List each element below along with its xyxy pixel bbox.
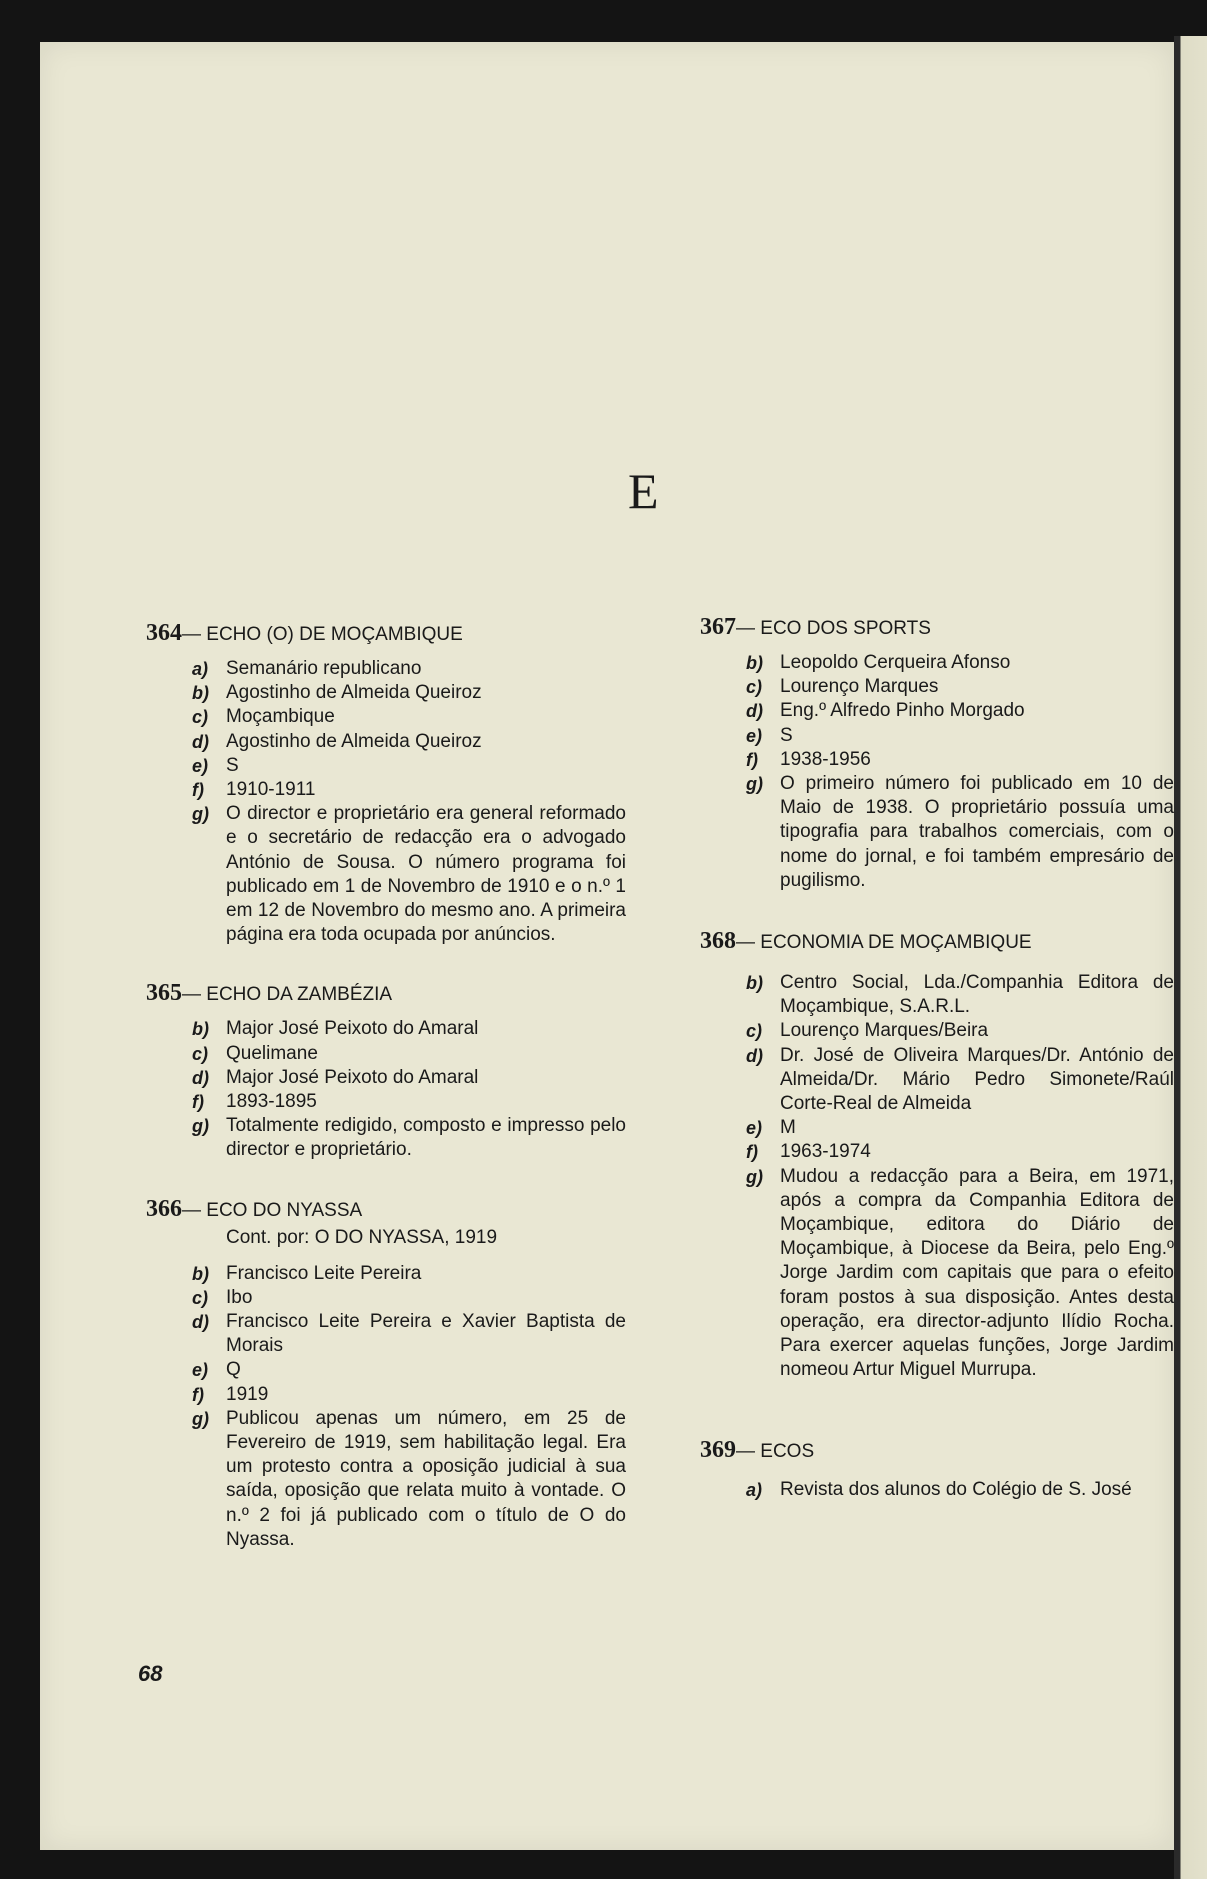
entry-field [700,748,1174,772]
entry-field [146,1042,626,1066]
entry-field [700,1140,1174,1164]
entry-number: 368 [700,928,736,955]
field-text: Dr. José de Oliveira Marques/Dr. António de Almeida/Dr. Mário Pedro Simonete/Raúl Corte-Real de Almeida [780,1044,1174,1115]
field-label: b) [192,683,209,704]
entry-field [146,754,626,778]
field-text: Publicou apenas um número, em 25 de Fevereiro de 1919, sem habilitação legal. Era um protesto contra a oposição judicial à sua saída, oposição que relata muito à vontade. O n.º 2 foi já publicado com o título de O do Nyassa. [226,1407,626,1550]
entry-field [146,1407,626,1552]
field-label: d) [746,701,763,722]
field-label: b) [192,1019,209,1040]
field-label: g) [192,804,209,825]
field-label: g) [192,1408,209,1429]
entry-field [146,1090,626,1114]
field-label: f) [192,1092,204,1113]
catalog-entry [700,1438,1174,1502]
entry-number: 366 [146,1195,182,1222]
field-label: a) [192,659,209,679]
field-text: O director e proprietário era general reformado e o secretário de redacção era o advogado António de Sousa. O número programa foi publicado em 1 de Novembro de 1910 e o n.º 1 em 12 de Novembro do mesmo ano. A primeira página era toda ocupada por anúncios. [226,803,626,946]
entry-number: 369 [700,1437,736,1464]
entry-title: — ECONOMIA DE MOÇAMBIQUE [736,932,1032,954]
entry-field [700,651,1174,675]
field-text: Leopoldo Cerqueira Afonso [780,652,1011,673]
entry-number: 365 [146,980,182,1007]
field-label: c) [192,1287,209,1308]
entry-field [146,705,626,729]
next-page-edge [1174,36,1207,1879]
entry-field [700,772,1174,893]
entry-field [146,1358,626,1382]
entry-field [700,699,1174,723]
entry-field [700,1019,1174,1043]
field-label: f) [192,780,204,801]
entry-field [700,1116,1174,1140]
field-text: Quelimane [226,1042,318,1064]
field-text: Mudou a redacção para a Beira, em 1971, após a compra da Companhia Editora de Moçambique, editora do Diário de Moçambique, à Diocese da Beira, pelo Eng.º Jorge Jardim com capitais que para o efeito foram postos à sua disposição. Antes desta operação, era director-adjunto Ilídio Rocha. Para exercer aquelas funções, Jorge Jardim nomeou Artur Miguel Murrupa. [780,1165,1174,1381]
field-label: a) [746,1480,763,1501]
entry-field [700,1478,1174,1502]
field-label: f) [746,1142,758,1163]
entry-number: 364 [146,620,182,646]
entry-field [700,971,1174,1019]
entry-field [146,1017,626,1041]
field-text: Q [226,1359,241,1381]
entry-heading [146,981,626,1007]
entry-field [146,778,626,802]
entry-field [700,1165,1174,1383]
field-text: Agostinho de Almeida Queiroz [226,682,482,704]
entry-field [146,1383,626,1407]
entry-heading [146,1197,626,1223]
entry-field [146,657,626,681]
field-text: 1919 [226,1383,269,1405]
field-text: 1910-1911 [226,779,316,801]
field-label: g) [746,1166,763,1187]
entry-field [146,1066,626,1090]
entry-title: — ECOS [736,1441,815,1463]
entry-field [146,1286,626,1310]
field-label: b) [746,973,763,994]
entry-field [700,1044,1174,1117]
entry-field [146,1114,626,1162]
field-text: 1893-1895 [226,1091,317,1113]
field-label: d) [746,1045,763,1066]
field-text: 1963-1974 [780,1141,871,1163]
field-label: e) [192,1360,209,1381]
field-text: 1938-1956 [780,748,871,770]
entry-field [700,724,1174,748]
section-letter: E [628,463,659,519]
field-text: Ibo [226,1286,253,1308]
field-label: g) [192,1116,209,1137]
field-label: c) [746,677,763,698]
entry-title: — ECHO (O) DE MOÇAMBIQUE [182,624,463,645]
field-text: Agostinho de Almeida Queiroz [226,730,482,752]
field-label: d) [192,1312,209,1333]
field-label: d) [192,731,209,752]
entry-title: — ECHO DA ZAMBÉZIA [182,984,393,1006]
entry-field [146,1262,626,1286]
field-text: Major José Peixoto do Amaral [226,1066,479,1088]
entry-field [146,1310,626,1358]
field-text: Totalmente redigido, composto e impresso pelo director e proprietário. [226,1115,626,1161]
field-label: e) [746,725,763,746]
field-text: O primeiro número foi publicado em 10 de Maio de 1938. O proprietário possuía uma tipografia para trabalhos comerciais, com o nome do jornal, e foi também empresário de pugilismo. [780,773,1174,891]
field-text: Francisco Leite Pereira e Xavier Baptista de Morais [226,1311,626,1357]
entry-number: 367 [700,614,736,640]
entry-title: — ECO DOS SPORTS [736,618,931,639]
continuation-note: Cont. por: O DO NYASSA, 1919 [226,1226,498,1248]
field-label: f) [192,1384,204,1405]
entry-heading [700,1438,1174,1464]
field-text: Major José Peixoto do Amaral [226,1018,479,1040]
left-column [146,621,626,1582]
field-label: e) [192,755,209,776]
entry-heading [700,615,1174,641]
field-label: g) [746,774,763,795]
right-column [700,615,1174,1533]
catalog-entry [700,929,1174,1382]
field-text: Eng.º Alfredo Pinho Morgado [780,700,1025,722]
field-text: Moçambique [226,706,335,728]
field-label: f) [746,749,758,770]
catalog-entry [146,1197,626,1552]
field-text: Centro Social, Lda./Companhia Editora de Moçambique, S.A.R.L. [780,972,1174,1018]
entry-field [700,675,1174,699]
catalog-entry [146,621,626,947]
entry-field [146,681,626,705]
field-label: b) [746,653,763,673]
catalog-entry [700,615,1174,893]
field-label: c) [192,1043,209,1064]
page-number: 68 [138,1661,163,1686]
entry-heading [700,929,1174,955]
field-label: e) [746,1118,763,1139]
field-label: c) [192,707,209,728]
entry-field [146,730,626,754]
field-text: Francisco Leite Pereira [226,1262,422,1284]
catalog-entry [146,981,626,1162]
field-label: d) [192,1067,209,1088]
field-text: S [226,754,239,776]
entry-heading [146,621,626,647]
field-text: M [780,1117,796,1139]
field-label: b) [192,1263,209,1284]
field-label: c) [746,1021,763,1042]
field-text: Revista dos alunos do Colégio de S. José [780,1479,1132,1501]
field-text: Lourenço Marques [780,676,939,698]
field-text: Semanário republicano [226,658,422,679]
field-text: S [780,724,793,746]
entry-field [146,802,626,947]
entry-title: — ECO DO NYASSA [182,1199,363,1221]
field-text: Lourenço Marques/Beira [780,1020,989,1042]
